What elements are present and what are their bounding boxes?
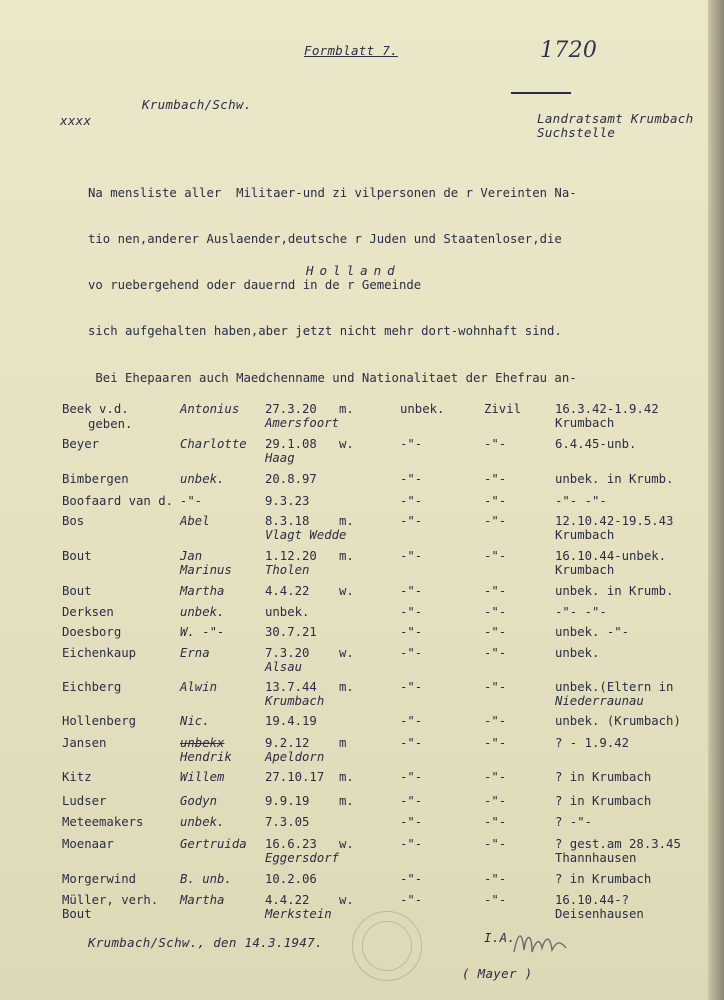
sex: m.: [339, 549, 354, 563]
surname: Derksen: [62, 605, 114, 619]
surname: Morgerwind: [62, 872, 137, 886]
first-name: Antonius: [180, 402, 240, 416]
birth-info: 30.7.21: [265, 625, 317, 639]
first-name: Erna: [180, 646, 210, 660]
office-department: Suchstelle: [537, 125, 616, 140]
surname: Bout: [62, 549, 92, 563]
residence-note: ? in Krumbach: [555, 872, 652, 886]
occupation: -"-: [400, 680, 423, 694]
status: -"-: [484, 736, 507, 750]
occupation: -"-: [400, 625, 423, 639]
occupation: -"-: [400, 893, 423, 907]
official-stamp: [352, 911, 422, 981]
sex: m: [339, 736, 347, 750]
office-name: Landratsamt Krumbach: [537, 111, 694, 126]
intro-line: vo ruebergehend oder dauernd in de r Gemeinde: [88, 278, 422, 293]
status: -"-: [484, 437, 507, 451]
residence-note: ? in Krumbach: [555, 770, 652, 784]
surname: Bout: [62, 584, 92, 598]
status: -"-: [484, 680, 507, 694]
form-title: Formblatt 7.: [304, 43, 398, 58]
first-name: Alwin: [180, 680, 218, 694]
status: -"-: [484, 514, 507, 528]
signer-name: ( Mayer ): [462, 966, 533, 981]
status: -"-: [484, 625, 507, 639]
intro-line: Bei Ehepaaren auch Maedchenname und Nationalitaet der Ehefrau an-: [88, 370, 577, 385]
surname: Bos: [62, 514, 85, 528]
place-heading: Krumbach/Schw.: [142, 97, 252, 112]
surname: Meteemakers: [62, 815, 144, 829]
status: -"-: [484, 646, 507, 660]
status: -"-: [484, 605, 507, 619]
occupation: -"-: [400, 837, 423, 851]
birth-info: 20.8.97: [265, 472, 317, 486]
residence-note: -"- -"-: [555, 605, 607, 619]
birth-info: 8.3.18 Vlagt Wedde: [265, 514, 347, 542]
residence-note: ? gest.am 28.3.45 Thannhausen: [555, 837, 681, 865]
residence-note: 6.4.45-unb.: [555, 437, 637, 451]
birth-info: 16.6.23 Eggersdorf: [265, 837, 340, 865]
xxxx-mark: xxxx: [60, 113, 92, 128]
status: -"-: [484, 893, 507, 907]
residence-note: unbek. -"-: [555, 625, 630, 639]
residence-note: 12.10.42-19.5.43 Krumbach: [555, 514, 674, 542]
document-number: 1720: [540, 38, 598, 63]
occupation: -"-: [400, 714, 423, 728]
occupation: -"-: [400, 494, 423, 508]
birth-info: 13.7.44 Krumbach: [265, 680, 325, 708]
residence-note: unbek.: [555, 646, 600, 660]
surname: Eichberg: [62, 680, 122, 694]
first-name: Martha: [180, 584, 225, 598]
surname: Jansen: [62, 736, 107, 750]
occupation: unbek.: [400, 402, 445, 416]
intro-line: Na mensliste aller Militaer-und zi vilpersonen de r Vereinten Na-: [88, 185, 577, 200]
surname: Beyer: [62, 437, 100, 451]
sex: m.: [339, 514, 354, 528]
status: -"-: [484, 815, 507, 829]
occupation: -"-: [400, 770, 423, 784]
birth-info: 10.2.06: [265, 872, 317, 886]
residence-note: ? - 1.9.42: [555, 736, 630, 750]
residence-note: unbek. (Krumbach): [555, 714, 681, 728]
first-name: unbek.: [180, 605, 225, 619]
first-name: unbek.: [180, 472, 225, 486]
status: -"-: [484, 494, 507, 508]
sex: m.: [339, 770, 354, 784]
residence-note: unbek. in Krumb.: [555, 472, 674, 486]
surname: Hollenberg: [62, 714, 137, 728]
occupation: -"-: [400, 872, 423, 886]
first-name: Charlotte: [180, 437, 247, 451]
status: -"-: [484, 837, 507, 851]
sex: m.: [339, 794, 354, 808]
surname: Ludser: [62, 794, 107, 808]
first-name: Gertruida: [180, 837, 247, 851]
birth-info: 27.3.20 Amersfoort: [265, 402, 340, 430]
sex: w.: [339, 584, 354, 598]
first-name: unbekx Hendrik: [180, 736, 232, 764]
status: -"-: [484, 872, 507, 886]
occupation: -"-: [400, 736, 423, 750]
birth-info: 19.4.19: [265, 714, 317, 728]
occupation: -"-: [400, 549, 423, 563]
occupation: -"-: [400, 794, 423, 808]
residence-note: 16.10.44-? Deisenhausen: [555, 893, 644, 921]
sex: w.: [339, 837, 354, 851]
dash-line: [511, 92, 571, 94]
occupation: -"-: [400, 437, 423, 451]
sex: m.: [339, 402, 354, 416]
birth-info: 27.10.17: [265, 770, 325, 784]
birth-info: 4.4.22: [265, 584, 310, 598]
surname: Doesborg: [62, 625, 122, 639]
birth-info: 7.3.20 Alsau: [265, 646, 310, 674]
first-name: Nic.: [180, 714, 210, 728]
birth-info: 29.1.08 Haag: [265, 437, 317, 465]
residence-note: 16.10.44-unbek. Krumbach: [555, 549, 667, 577]
sex: w.: [339, 437, 354, 451]
occupation: -"-: [400, 472, 423, 486]
status: -"-: [484, 584, 507, 598]
surname: Müller, verh. Bout: [62, 893, 159, 921]
sex: w.: [339, 893, 354, 907]
occupation: -"-: [400, 584, 423, 598]
intro-line: sich aufgehalten haben,aber jetzt nicht mehr dort-wohnhaft sind.: [88, 324, 562, 339]
birth-info: 1.12.20 Tholen: [265, 549, 317, 577]
intro-line: tio nen,anderer Auslaender,deutsche r Juden und Staatenloser,die: [88, 232, 562, 247]
first-name: Abel: [180, 514, 210, 528]
status: -"-: [484, 794, 507, 808]
first-name: W. -"-: [180, 625, 225, 639]
birth-info: unbek.: [265, 605, 310, 619]
surname: Bimbergen: [62, 472, 129, 486]
occupation: -"-: [400, 815, 423, 829]
birth-info: 7.3.05: [265, 815, 310, 829]
residence-note: ? in Krumbach: [555, 794, 652, 808]
status: -"-: [484, 770, 507, 784]
first-name: -"-: [180, 494, 203, 508]
intro-line: geben.: [88, 416, 133, 431]
residence-note: unbek.(Eltern in Niederraunau: [555, 680, 674, 708]
first-name: B. unb.: [180, 872, 232, 886]
status: -"-: [484, 714, 507, 728]
country-heading: Holland: [306, 263, 401, 278]
residence-note: unbek. in Krumb.: [555, 584, 674, 598]
status: Zivil: [484, 402, 522, 416]
birth-info: 4.4.22 Merkstein: [265, 893, 332, 921]
first-name: Jan Marinus: [180, 549, 232, 577]
occupation: -"-: [400, 514, 423, 528]
page-edge: [708, 0, 724, 1000]
occupation: -"-: [400, 646, 423, 660]
surname: Boofaard van d.: [62, 494, 174, 508]
status: -"-: [484, 472, 507, 486]
birth-info: 9.2.12 Apeldorn: [265, 736, 325, 764]
residence-note: ? -"-: [555, 815, 593, 829]
residence-note: -"- -"-: [555, 494, 607, 508]
birth-info: 9.9.19: [265, 794, 310, 808]
sex: m.: [339, 680, 354, 694]
place-and-date: Krumbach/Schw., den 14.3.1947.: [88, 935, 323, 950]
handwritten-signature: [510, 922, 570, 962]
birth-info: 9.3.23: [265, 494, 310, 508]
surname: Kitz: [62, 770, 92, 784]
surname: Beek v.d.: [62, 402, 129, 416]
residence-note: 16.3.42-1.9.42 Krumbach: [555, 402, 659, 430]
occupation: -"-: [400, 605, 423, 619]
sex: w.: [339, 646, 354, 660]
surname: Eichenkaup: [62, 646, 137, 660]
first-name: Martha: [180, 893, 225, 907]
surname: Moenaar: [62, 837, 114, 851]
ia-mark: I.A.: [484, 930, 516, 945]
status: -"-: [484, 549, 507, 563]
first-name: Godyn: [180, 794, 218, 808]
first-name: unbek.: [180, 815, 225, 829]
first-name: Willem: [180, 770, 225, 784]
